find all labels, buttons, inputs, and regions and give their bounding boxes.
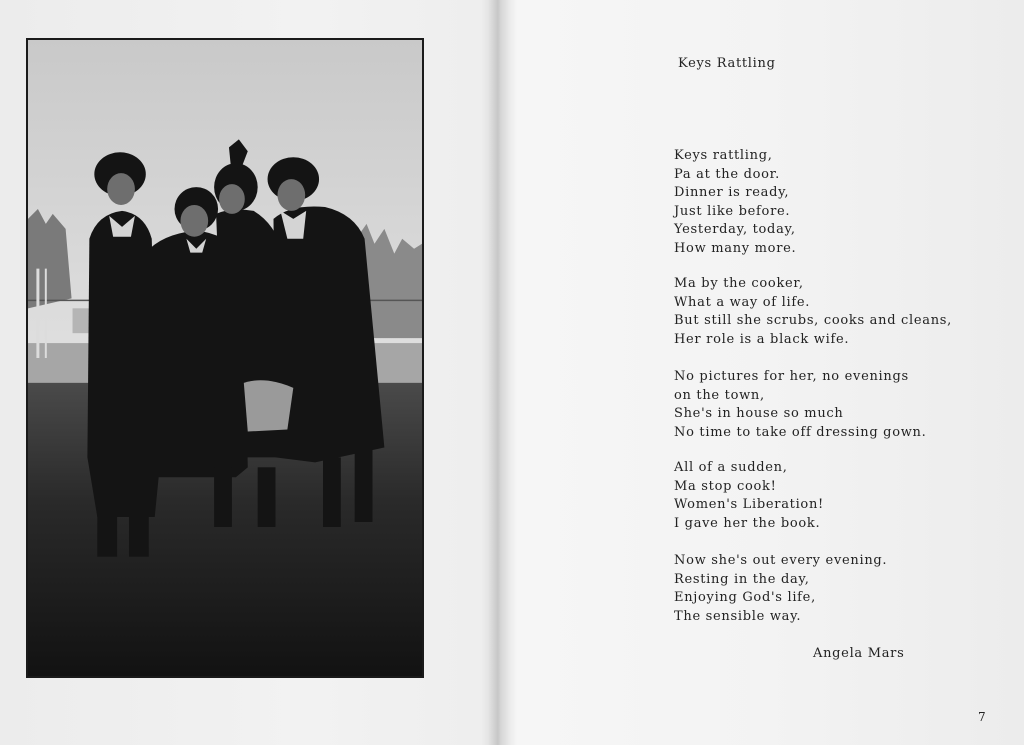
poem-line: How many more. <box>674 240 797 256</box>
poem-stanza-4 <box>674 459 1004 533</box>
poem-line: Women's Liberation! <box>674 497 824 512</box>
book-gutter <box>488 0 510 745</box>
poem-stanza-5 <box>674 552 1004 626</box>
poem-stanza-3 <box>674 368 1004 442</box>
poem-title: Keys Rattling <box>678 56 776 71</box>
poem-author: Angela Mars <box>813 646 905 661</box>
poem-line: What a way of life. <box>674 294 811 310</box>
poem-line: Resting in the day, <box>674 571 810 587</box>
poem-line: Pa at the door. <box>674 166 780 182</box>
poem-line: No pictures for her, no evenings <box>674 369 909 384</box>
poem-line: No time to take off dressing gown. <box>674 424 927 440</box>
poem-line: All of a sudden, <box>674 460 788 475</box>
poem-line: She's in house so much <box>674 406 844 421</box>
poem-page <box>668 0 1008 745</box>
group-photo <box>26 38 424 678</box>
poem-line: I gave her the book. <box>674 515 821 531</box>
poem-stanza-2 <box>674 275 1004 349</box>
poem-line: on the town, <box>674 387 765 403</box>
poem-line: The sensible way. <box>674 608 802 624</box>
poem-stanza-1 <box>674 147 1004 258</box>
poem-line: Yesterday, today, <box>674 222 796 237</box>
poem-line: Dinner is ready, <box>674 185 790 200</box>
poem-line: But still she scrubs, cooks and cleans, <box>674 313 953 328</box>
photo-image <box>28 40 422 676</box>
poem-line: Just like before. <box>674 203 791 219</box>
page-number: 7 <box>978 710 986 724</box>
poem-line: Ma by the cooker, <box>674 276 804 291</box>
photo-bag <box>244 380 293 431</box>
poem-line: Ma stop cook! <box>674 478 777 494</box>
poem-line: Keys rattling, <box>674 148 773 163</box>
poem-line: Her role is a black wife. <box>674 331 850 347</box>
poem-line: Now she's out every evening. <box>674 553 888 568</box>
poem-line: Enjoying God's life, <box>674 590 816 605</box>
